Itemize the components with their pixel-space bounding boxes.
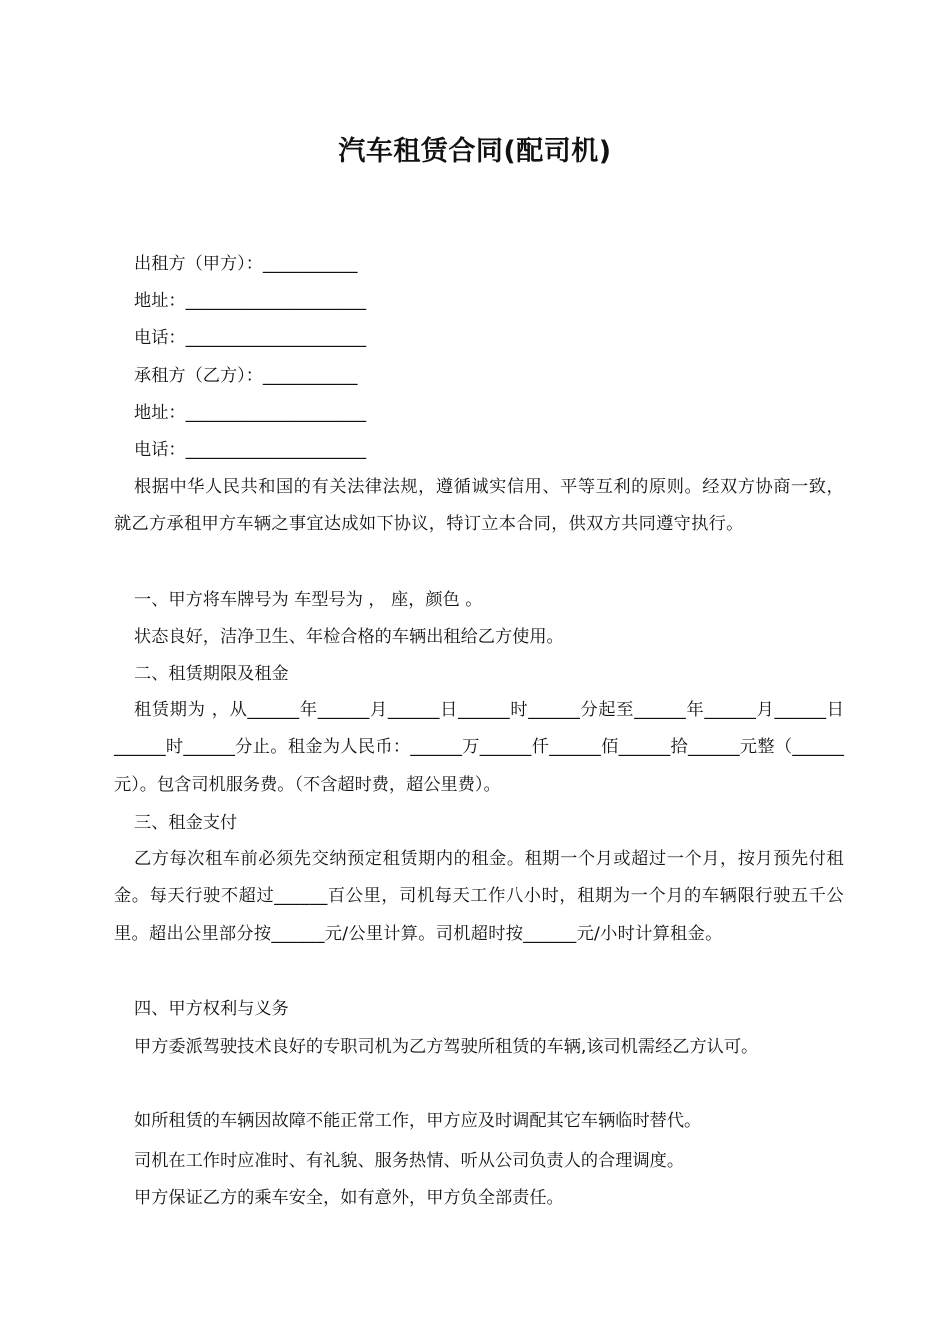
party-b-address-field: 地址：_____________________	[134, 403, 367, 423]
clause-4-item-2: 如所租赁的车辆因故障不能正常工作，甲方应及时调配其它车辆临时替代。	[134, 1111, 702, 1131]
clause-4-item-4: 甲方保证乙方的乘车安全，如有意外，甲方负全部责任。	[134, 1188, 564, 1208]
clause-2-text: 租赁期为 ，从______年______月______日______时______分起至______年______月______日______时______分止。租金为人民币：______万______仟______佰______拾______元整（______元）。包含司机服务费。（不含超时费，超公里费）。	[114, 700, 844, 795]
clause-1-heading: 一、甲方将车牌号为 车型号为 ， 座，颜色 。	[134, 590, 483, 610]
party-a-phone-field: 电话：_____________________	[134, 328, 367, 348]
clause-4-item-3: 司机在工作时应准时、有礼貌、服务热情、听从公司负责人的合理调度。	[134, 1151, 685, 1171]
clause-2-heading: 二、租赁期限及租金	[134, 664, 289, 684]
party-b-phone-field: 电话：_____________________	[134, 440, 367, 460]
clause-3-text: 乙方每次租车前必须先交纳预定租赁期内的租金。租期一个月或超过一个月，按月预先付租金。每天行驶不超过______百公里，司机每天工作八小时，租期为一个月的车辆限行驶五千公里。超出公里部分按______元/公里计算。司机超时按______元/小时计算租金。	[114, 849, 844, 944]
clause-1-text: 状态良好，洁净卫生、年检合格的车辆出租给乙方使用。	[134, 627, 564, 647]
document-title: 汽车租赁合同(配司机)	[338, 136, 612, 167]
party-b-lessee-field: 承租方（乙方）：___________	[134, 366, 358, 386]
clause-4-item-1: 甲方委派驾驶技术良好的专职司机为乙方驾驶所租赁的车辆,该司机需经乙方认可。	[134, 1037, 759, 1057]
party-a-address-field: 地址：_____________________	[134, 291, 367, 311]
party-a-lessor-field: 出租方（甲方）：___________	[134, 254, 358, 274]
clause-4-heading: 四、甲方权利与义务	[134, 999, 289, 1019]
clause-3-heading: 三、租金支付	[134, 813, 238, 833]
preamble-paragraph: 根据中华人民共和国的有关法律法规，遵循诚实信用、平等互利的原则。经双方协商一致，就乙方承租甲方车辆之事宜达成如下协议，特订立本合同，供双方共同遵守执行。	[114, 477, 844, 535]
